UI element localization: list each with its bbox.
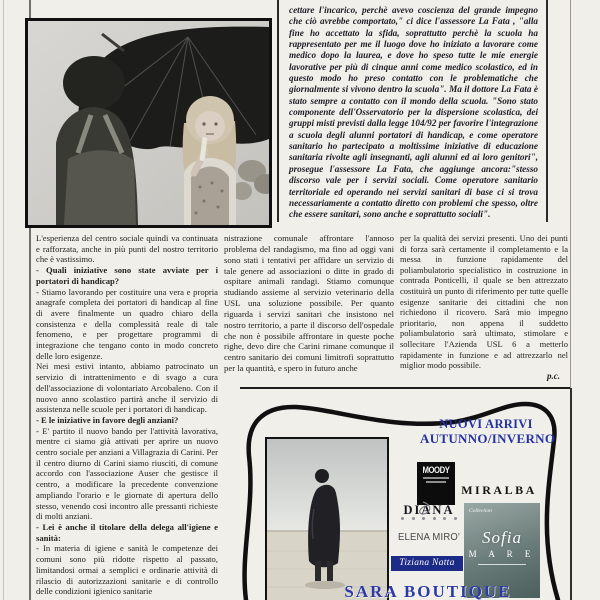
interview-question: - Lei è anche il titolare della delega all'igiene e sanità:	[36, 521, 218, 543]
author-initials: p.c.	[547, 370, 560, 381]
article-paragraph: Nei mesi estivi intanto, abbiamo patrocinato un servizio di intrattenimento e di svago a cura dell'associazione di volontariato Arcobaleno. Con il nuovo anno scolastico partirà anche il servizio di assistenza nelle scuole per i portatori di handicap.	[36, 361, 218, 415]
moody-smallprint-line	[423, 477, 449, 479]
article-paragraph: - Stiamo lavorando per costituire una vera e propria anagrafe completa dei portatori di handicap al fine di avere finalmente un quadro chiaro della consistenza e della complessità reale di tale fenomeno, e per progettare programmi di integrazione che tengano conto in modo concreto delle loro esigenze.	[36, 286, 218, 361]
brand-logo-miralba: MIRALBA	[461, 483, 537, 497]
left-scan-edge-line	[3, 0, 4, 600]
diana-swash	[393, 501, 465, 515]
brand-logo-elena-miro: ELENA MIRO'	[398, 532, 460, 543]
article-paragraph: - E' partito il nuovo bando per l'attività lavorativa, mentre ci siamo già attivati per aprire un nuovo centro sociale per anziani a Villagrazia di Carini. Per il centro diurno di Carini siamo riusciti, di comune accordo con l'associazione Auser che gestisce il centro, a modificare la precedente convenzione ampliando l'orario e le giornate di apertura dello stesso, venendo così incontro alle pressanti richieste di molti anziani.	[36, 425, 218, 522]
ad-headline-line2: AUTUNNO/INVERNO	[420, 430, 556, 446]
article-bottom-rule	[240, 387, 570, 389]
sofia-collection-label: Collection	[469, 508, 492, 514]
article-column-right	[400, 233, 568, 381]
interview-question: - Quali iniziative sono state avviate per i portatori di handicap?	[36, 265, 218, 286]
article-paragraph: - In materia di igiene e sanità le competenze dei comuni sono più ridotte rispetto al passato, limitandosi ormai a semplici e ordinarie attività di rilascio di autorizzazioni sanitarie e di controllo delle condizioni igienico sanitarie	[36, 543, 218, 597]
children-umbrella-photo	[25, 18, 272, 228]
article-column-middle	[224, 233, 394, 374]
right-margin-rule-top	[570, 0, 571, 388]
ad-headline	[420, 417, 556, 446]
brand-logo-diana	[393, 503, 465, 520]
right-margin-rule-bottom	[570, 388, 572, 600]
ad-headline-line1: NUOVI ARRIVI	[439, 417, 533, 431]
article-paragraph: nistrazione comunale affrontare l'annoso problema del randagismo, ma fino ad oggi vani sono stati i tentativi per affidare un servizio di tale genere ad associazioni o ditte in grado di ospitare animali randagi. Stiamo comunque studiando assieme al servizio veterinario della USL una soluzione possibile. Per quanto riguarda i servizi sanitari che insistono nel nostro territorio, a parte il discorso dell'ospedale che non è possibile affrontare in queste poche righe, devo dire che Carini rimane comunque il centro sanitario dei comuni limitrofi soprattutto per la quantità, e spero in futuro anche	[224, 233, 394, 374]
article-column-left	[36, 233, 218, 597]
interview-quote-text: cettare l'incarico, perchè avevo coscienza del grande impegno che ciò avrebbe comportato," ci dice l'assessore La Fata , "alla fine ho accettato la sfida, soprattutto perchè la scuola ha rappresentato per me il luogo dove ho iniziato a lavorare come medico dopo la laurea, e dove ho speso tutte le mie energie lavorative per più di cinque anni come medico scolastico, ed in questo modo ho preso contatto con le problematiche che giornalmente si vivono dentro la scuola". Ma il dottore La Fata è stato sempre a contatto con il mondo della scuola. "Sono stato componente dell'Osservatorio per la dispersione scolastica, dei gruppi misti previsti dalla legge 104/92 per favorire l'integrazione a scuola degli alunni portatori di handicap, e come operatore sanitario ho partecipato a moltissime iniziative di educazione sanitaria rivolte agli insegnanti, agli alunni ed ai loro genitori", prosegue l'assessore La Fata, che aggiunge ancora:"stesso discorso vale per i servizi sociali. Come operatore sanitario territoriale ed operando nei servizi sanitari di base ci si trova necessariamente a contatto diretto con problemi che spesso, oltre che essere sanitari, sono anche e soprattutto sociali".	[289, 5, 538, 220]
interview-question: - E le iniziative in favore degli anziani?	[36, 414, 179, 425]
brand-logo-tiziana-natta: Tiziana Natta	[391, 556, 463, 571]
article-paragraph: L'esperienza del centro sociale quindi va continuata e rafforzata, anche in più punti del nostro territorio che è vastissimo.	[36, 233, 218, 265]
brand-logo-moody	[417, 462, 455, 505]
children-umbrella-photo-art	[28, 21, 269, 225]
diana-wordmark: DIANA	[403, 503, 455, 517]
moody-smallprint-line	[426, 481, 446, 483]
mare-wordmark: M A R E	[468, 549, 536, 559]
beach-model-photo-art	[267, 439, 387, 600]
sofia-smallprint-line	[478, 564, 526, 565]
moody-wordmark: MOODY	[422, 465, 450, 475]
store-name: SARA BOUTIQUE	[344, 582, 512, 600]
beach-model-photo	[265, 437, 389, 600]
interview-quote-box	[277, 0, 548, 222]
sofia-wordmark: Sofia	[482, 528, 522, 547]
article-paragraph: per la qualità dei servizi presenti. Uno dei punti di forza sarà certamente il completamento e la messa in funzione rapidamente del poliambulatorio specialistico in costruzione in contrada Ponticelli, il quale se ben attrezzato costituirà un punto di riferimento per tutte quelle esigenze sanitarie dei cittadini che non richiedono il ricovero. Sarà mio impegno prioritario, non appena il suddetto poliambulatorio sarà ultimato, stimolare e sollecitare l'Azienda USL 6 a metterlo rapidamente in funzione e ad attrezzarlo nel miglior modo possibile.	[400, 233, 568, 371]
